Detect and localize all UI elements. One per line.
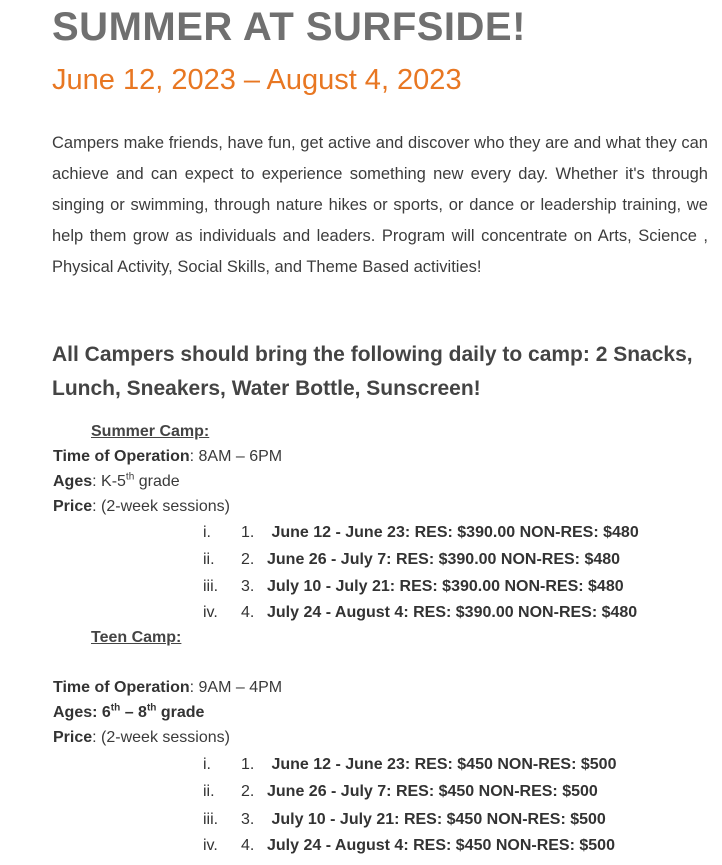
session-number: 3. (241, 811, 255, 828)
teen-ages-suffix: grade (156, 704, 205, 721)
summer-session-item (203, 524, 639, 542)
session-text: June 12 - June 23: RES: $450 NON-RES: $500 (267, 756, 617, 773)
intro-paragraph: Campers make friends, have fun, get active and discover who they are and what they can achieve and can expect to experience something new every day. Whether it's through singing or swimming, through nature hikes or sports, or dance or leadership training, we help them grow as individuals and leaders. Program will concentrate on Arts, Science , Physical Activity, Social Skills, and Theme Based activities! (52, 134, 708, 276)
teen-time-of-operation (53, 679, 282, 697)
teen-ages-mid: – 8 (120, 704, 147, 721)
teen-ages-label: Ages: 6 (53, 704, 111, 721)
summer-price-value: : (2-week sessions) (92, 498, 230, 515)
summer-session-item (203, 604, 637, 622)
teen-session-item (203, 756, 616, 774)
session-number: 4. (241, 837, 255, 854)
summer-session-item (203, 578, 624, 596)
session-number: 1. (241, 756, 255, 773)
teen-price-value: : (2-week sessions) (92, 729, 230, 746)
session-number: 4. (241, 604, 255, 621)
teen-ages (53, 704, 204, 722)
session-roman: iii. (203, 578, 219, 595)
teen-time-label: Time of Operation (53, 679, 190, 696)
summer-price (53, 498, 230, 516)
summer-ages-value: : K-5 (92, 473, 126, 490)
session-roman: iii. (203, 811, 219, 828)
teen-session-item (203, 837, 615, 855)
session-text: July 10 - July 21: RES: $450 NON-RES: $500 (267, 811, 606, 828)
session-text: June 26 - July 7: RES: $390.00 NON-RES: $480 (267, 551, 621, 568)
session-roman: iv. (203, 837, 218, 854)
summer-ages (53, 473, 180, 491)
session-roman: i. (203, 756, 211, 773)
summer-time-value: : 8AM – 6PM (189, 448, 283, 465)
teen-ages-sup-1: th (110, 702, 121, 714)
session-roman: ii. (203, 783, 215, 800)
session-roman: iv. (203, 604, 218, 621)
summer-ages-suffix: grade (134, 473, 180, 490)
session-text: June 26 - July 7: RES: $450 NON-RES: $500 (267, 783, 598, 800)
teen-ages-sup-2: th (146, 702, 157, 714)
teen-price (53, 729, 230, 747)
session-number: 2. (241, 783, 255, 800)
teen-session-item (203, 783, 598, 801)
session-roman: ii. (203, 551, 215, 568)
summer-camp-heading: Summer Camp: (91, 423, 210, 440)
session-text: July 10 - July 21: RES: $390.00 NON-RES: $480 (267, 578, 624, 595)
summer-time-of-operation (53, 448, 282, 466)
date-range: June 12, 2023 – August 4, 2023 (52, 64, 462, 96)
session-text: July 24 - August 4: RES: $390.00 NON-RES: $480 (267, 604, 638, 621)
summer-ages-label: Ages (53, 473, 93, 490)
session-roman: i. (203, 524, 211, 541)
session-number: 3. (241, 578, 255, 595)
session-text: June 12 - June 23: RES: $390.00 NON-RES: $480 (267, 524, 639, 541)
teen-price-label: Price (53, 729, 93, 746)
session-number: 1. (241, 524, 255, 541)
summer-session-item (203, 551, 620, 569)
teen-session-item (203, 811, 606, 829)
session-text: July 24 - August 4: RES: $450 NON-RES: $500 (267, 837, 615, 854)
summer-time-label: Time of Operation (53, 448, 190, 465)
summer-ages-sup: th (125, 471, 135, 483)
teen-camp-heading: Teen Camp: (91, 629, 182, 646)
session-number: 2. (241, 551, 255, 568)
page-title: SUMMER AT SURFSIDE! (52, 5, 526, 49)
summer-price-label: Price (53, 498, 93, 515)
bring-notice: All Campers should bring the following daily to camp: 2 Snacks, Lunch, Sneakers, Water Bottle, Sunscreen! (52, 343, 693, 400)
teen-time-value: : 9AM – 4PM (189, 679, 283, 696)
